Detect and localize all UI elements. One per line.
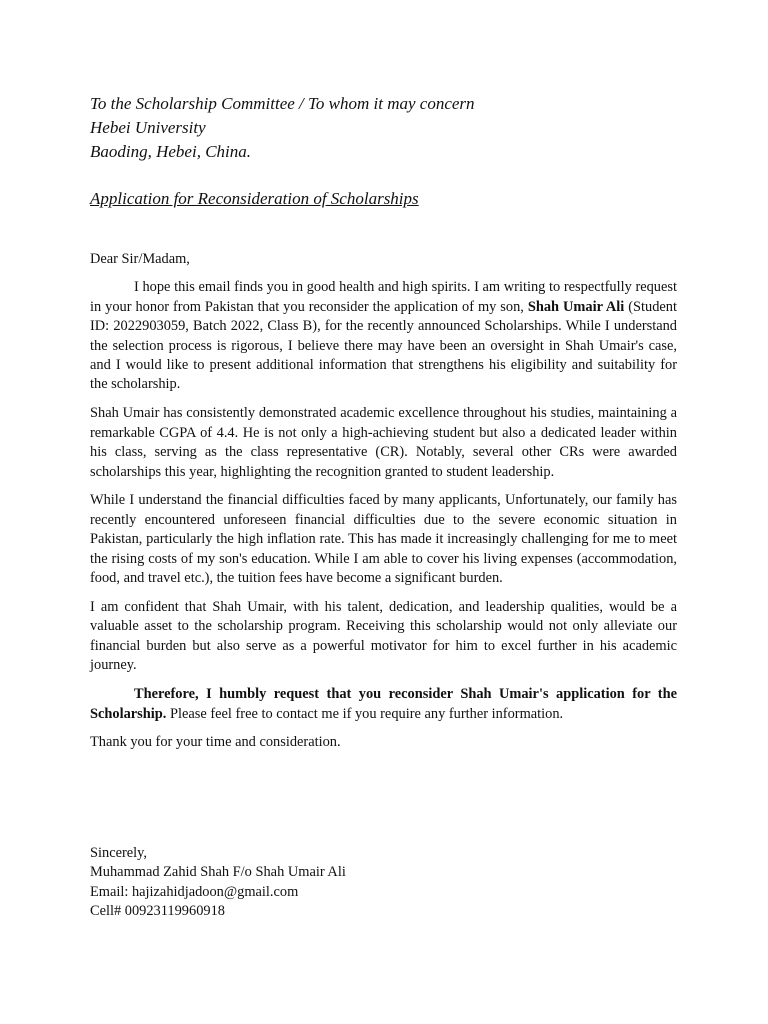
recipient-line: To the Scholarship Committee / To whom it may concern <box>90 94 475 113</box>
thanks-line: Thank you for your time and consideration. <box>90 734 341 751</box>
recipient-address <box>90 92 475 164</box>
university-line: Hebei University <box>90 118 206 137</box>
request-bold-text: Therefore, I humbly request that you reconsider Shah Umair's application for the Scholarship. <box>90 686 677 722</box>
paragraph-confidence: I am confident that Shah Umair, with his talent, dedication, and leadership qualities, would be a valuable asset to the scholarship program. Receiving this scholarship would not only alleviate our financial burden but also serve as a powerful motivator for him to excel further in his academic journey. <box>90 599 677 674</box>
intro-text-continued: (Student ID: 2022903059, Batch 2022, Class B), for the recently announced Scholarships. While I understand the selection process is rigorous, I believe there may have been an oversight in Shah Umair's case, and I would like to present additional information that strengthens his eligibility and suitability for the scholarship. <box>90 298 677 393</box>
sign-off: Sincerely, <box>90 845 148 861</box>
contact-email: Email: hajizahidjadoon@gmail.com <box>90 883 299 900</box>
city-line: Baoding, Hebei, China. <box>90 142 252 161</box>
request-text: Please feel free to contact me if you require any further information. <box>166 705 564 722</box>
salutation: Dear Sir/Madam, <box>90 251 190 267</box>
paragraph-academics: Shah Umair has consistently demonstrated academic excellence throughout his studies, maintaining a remarkable CGPA of 4.4. He is not only a high-achieving student but also a dedicated leader within his class, serving as the class representative (CR). Notably, several other CRs were awarded scholarships this year, highlighting the recognition granted to student leadership. <box>90 405 677 480</box>
contact-phone: Cell# 00923119960918 <box>90 903 225 920</box>
paragraph-introduction <box>90 278 677 394</box>
letter-body <box>90 250 677 753</box>
signature-block <box>90 844 346 922</box>
signer-name: Muhammad Zahid Shah F/o Shah Umair Ali <box>90 864 346 881</box>
intro-text: I hope this email finds you in good health and high spirits. I am writing to respectfully request in your honor from Pakistan that you reconsider the application of my son, <box>90 279 677 315</box>
paragraph-finances: While I understand the financial difficulties faced by many applicants, Unfortunately, our family has recently encountered unforeseen financial difficulties due to the severe economic situation in Pakistan, particularly the high inflation rate. This has made it increasingly challenging for me to meet the rising costs of my son's education. While I am able to cover his living expenses (accommodation, food, and travel etc.), the tuition fees have become a significant burden. <box>90 492 677 587</box>
paragraph-request <box>90 685 677 724</box>
subject-heading: Application for Reconsideration of Scholarships <box>90 189 419 208</box>
student-name: Shah Umair Ali <box>527 298 625 315</box>
